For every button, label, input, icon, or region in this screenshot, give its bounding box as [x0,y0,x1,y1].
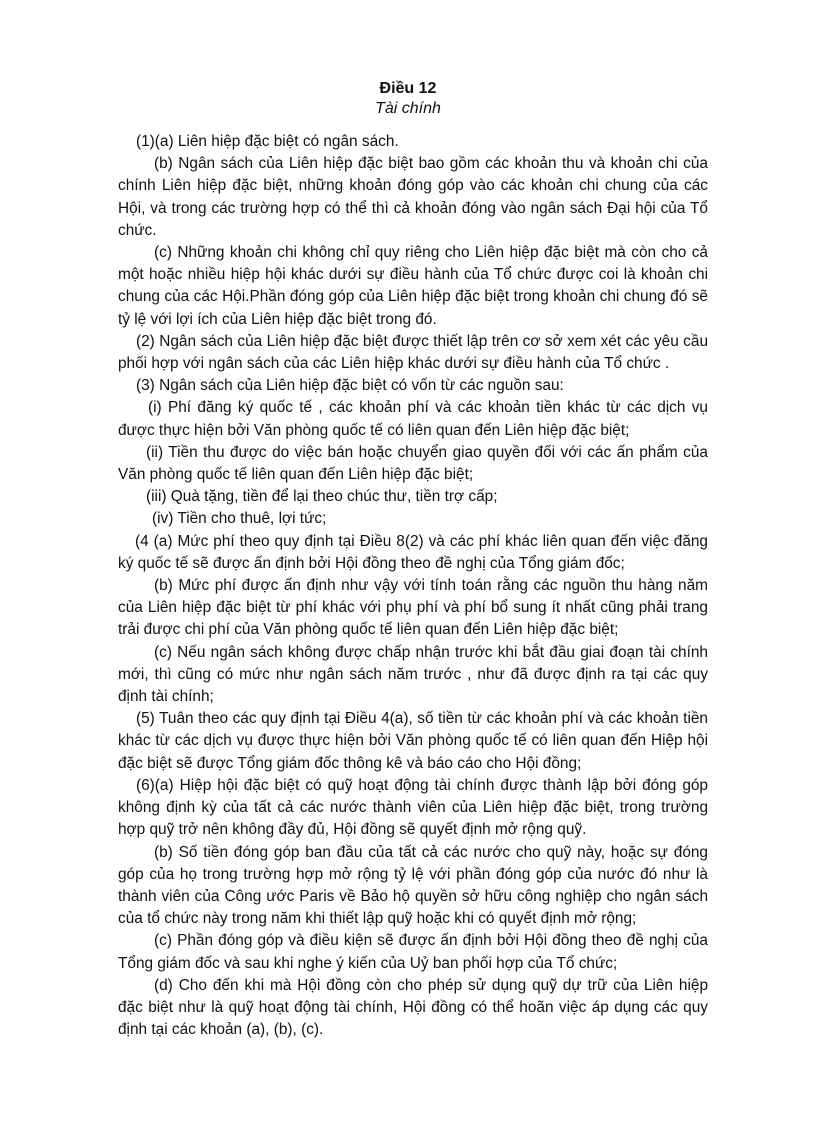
paragraph-5: (5) Tuân theo các quy định tại Điều 4(a), số tiền từ các khoản phí và các khoản tiền khác từ các dịch vụ được thực hiện bởi Văn phòng quốc tế có liên quan đến Hiệp hội đặc biệt sẽ được Tổng giám đốc thông kê và báo cáo cho Hội đồng; [118,710,708,772]
article-subtitle: Tài chính [375,100,441,117]
article-title: Điều 12 [379,80,437,97]
paragraph-3iii: (iii) Quà tặng, tiền để lại theo chúc thư, tiền trợ cấp; [146,488,498,506]
paragraph-4b: (b) Mức phí được ấn định như vậy với tính toán rằng các nguồn thu hàng năm của Liên hiệp đặc biệt từ phí khác với phụ phí và phí bổ sung ít nhất cũng phải trang trải được chi phí của Văn phòng quốc tế liên quan đến Liên hiệp đặc biệt; [118,577,708,639]
paragraph-3: (3) Ngân sách của Liên hiệp đặc biệt có vốn từ các nguồn sau: [136,377,564,395]
paragraph-4c: (c) Nếu ngân sách không được chấp nhận trước khi bắt đầu giai đoạn tài chính mới, thì cũng có mức như ngân sách năm trước , như đã được định ra tại các quy định tài chính; [118,643,708,706]
article-body [118,131,708,1041]
paragraph-6d: (d) Cho đến khi mà Hội đồng còn cho phép sử dụng quỹ dự trữ của Liên hiệp đặc biệt như là quỹ hoạt động tài chính, Hội đồng có thể hoãn việc áp dụng các quy định tại các khoản (a), (b), (c). [118,976,708,1039]
paragraph-3ii: (ii) Tiền thu được do việc bán hoặc chuyển giao quyền đối với các ấn phẩm của Văn phòng quốc tế liên quan đến Liên hiệp đặc biệt; [118,443,708,484]
paragraph-1a: (1)(a) Liên hiệp đặc biệt có ngân sách. [136,133,399,150]
paragraph-2: (2) Ngân sách của Liên hiệp đặc biệt được thiết lập trên cơ sở xem xét các yêu cầu phối hợp với ngân sách của các Liên hiệp khác dưới sự điều hành của Tổ chức . [118,332,708,373]
paragraph-6a: (6)(a) Hiệp hội đặc biệt có quỹ hoạt động tài chính được thành lập bởi đóng góp không định kỳ của tất cả các nước thành viên của Liên hiệp đặc biệt, trong trường hợp quỹ trở nên không đầy đủ, Hội đồng sẽ quyết định mở rộng quỹ. [118,776,708,839]
paragraph-3i: (i) Phí đăng ký quốc tế , các khoản phí và các khoản tiền khác từ các dịch vụ được thực hiện bởi Văn phòng quốc tế có liên quan đến Liên hiệp đặc biệt; [118,399,708,439]
paragraph-3iv: (iv) Tiền cho thuê, lợi tức; [152,510,327,528]
paragraph-1c: (c) Những khoản chi không chỉ quy riêng cho Liên hiệp đặc biệt mà còn cho cả một hoặc nhiều hiệp hội khác dưới sự điều hành của Tổ chức được coi là khoản chi chung của các Hội.Phần đóng góp của Liên hiệp đặc biệt trong khoản chi chung đó sẽ tỷ lệ với lợi ích của Liên hiệp đặc biệt trong đó. [118,244,708,328]
paragraph-6b: (b) Số tiền đóng góp ban đầu của tất cả các nước cho quỹ này, hoặc sự đóng góp của họ trong trường hợp mở rộng tỷ lệ với phần đóng góp của nước đó như là thành viên của Công ước Paris về Bảo hộ quyền sở hữu công nghiệp cho ngân sách của tổ chức này trong năm khi thiết lập quỹ hoặc khi có quyết định mở rộng; [118,843,708,928]
paragraph-4a: (4 (a) Mức phí theo quy định tại Điều 8(2) và các phí khác liên quan đến việc đăng ký quốc tế sẽ được ấn định bởi Hội đồng theo đề nghị của Tổng giám đốc; [118,532,708,572]
paragraph-6c: (c) Phần đóng góp và điều kiện sẽ được ấn định bởi Hội đồng theo đề nghị của Tổng giám đốc và sau khi nghe ý kiến của Uỷ ban phối hợp của Tổ chức; [118,932,708,972]
paragraph-1b: (b) Ngân sách của Liên hiệp đặc biệt bao gồm các khoản thu và khoản chi của chính Liên hiệp đặc biệt, những khoản đóng góp vào các khoản chi chung của các Hội, và trong các trường hợp có thể thì cả khoản đóng vào ngân sách Đại hội của Tổ chức. [118,155,708,239]
